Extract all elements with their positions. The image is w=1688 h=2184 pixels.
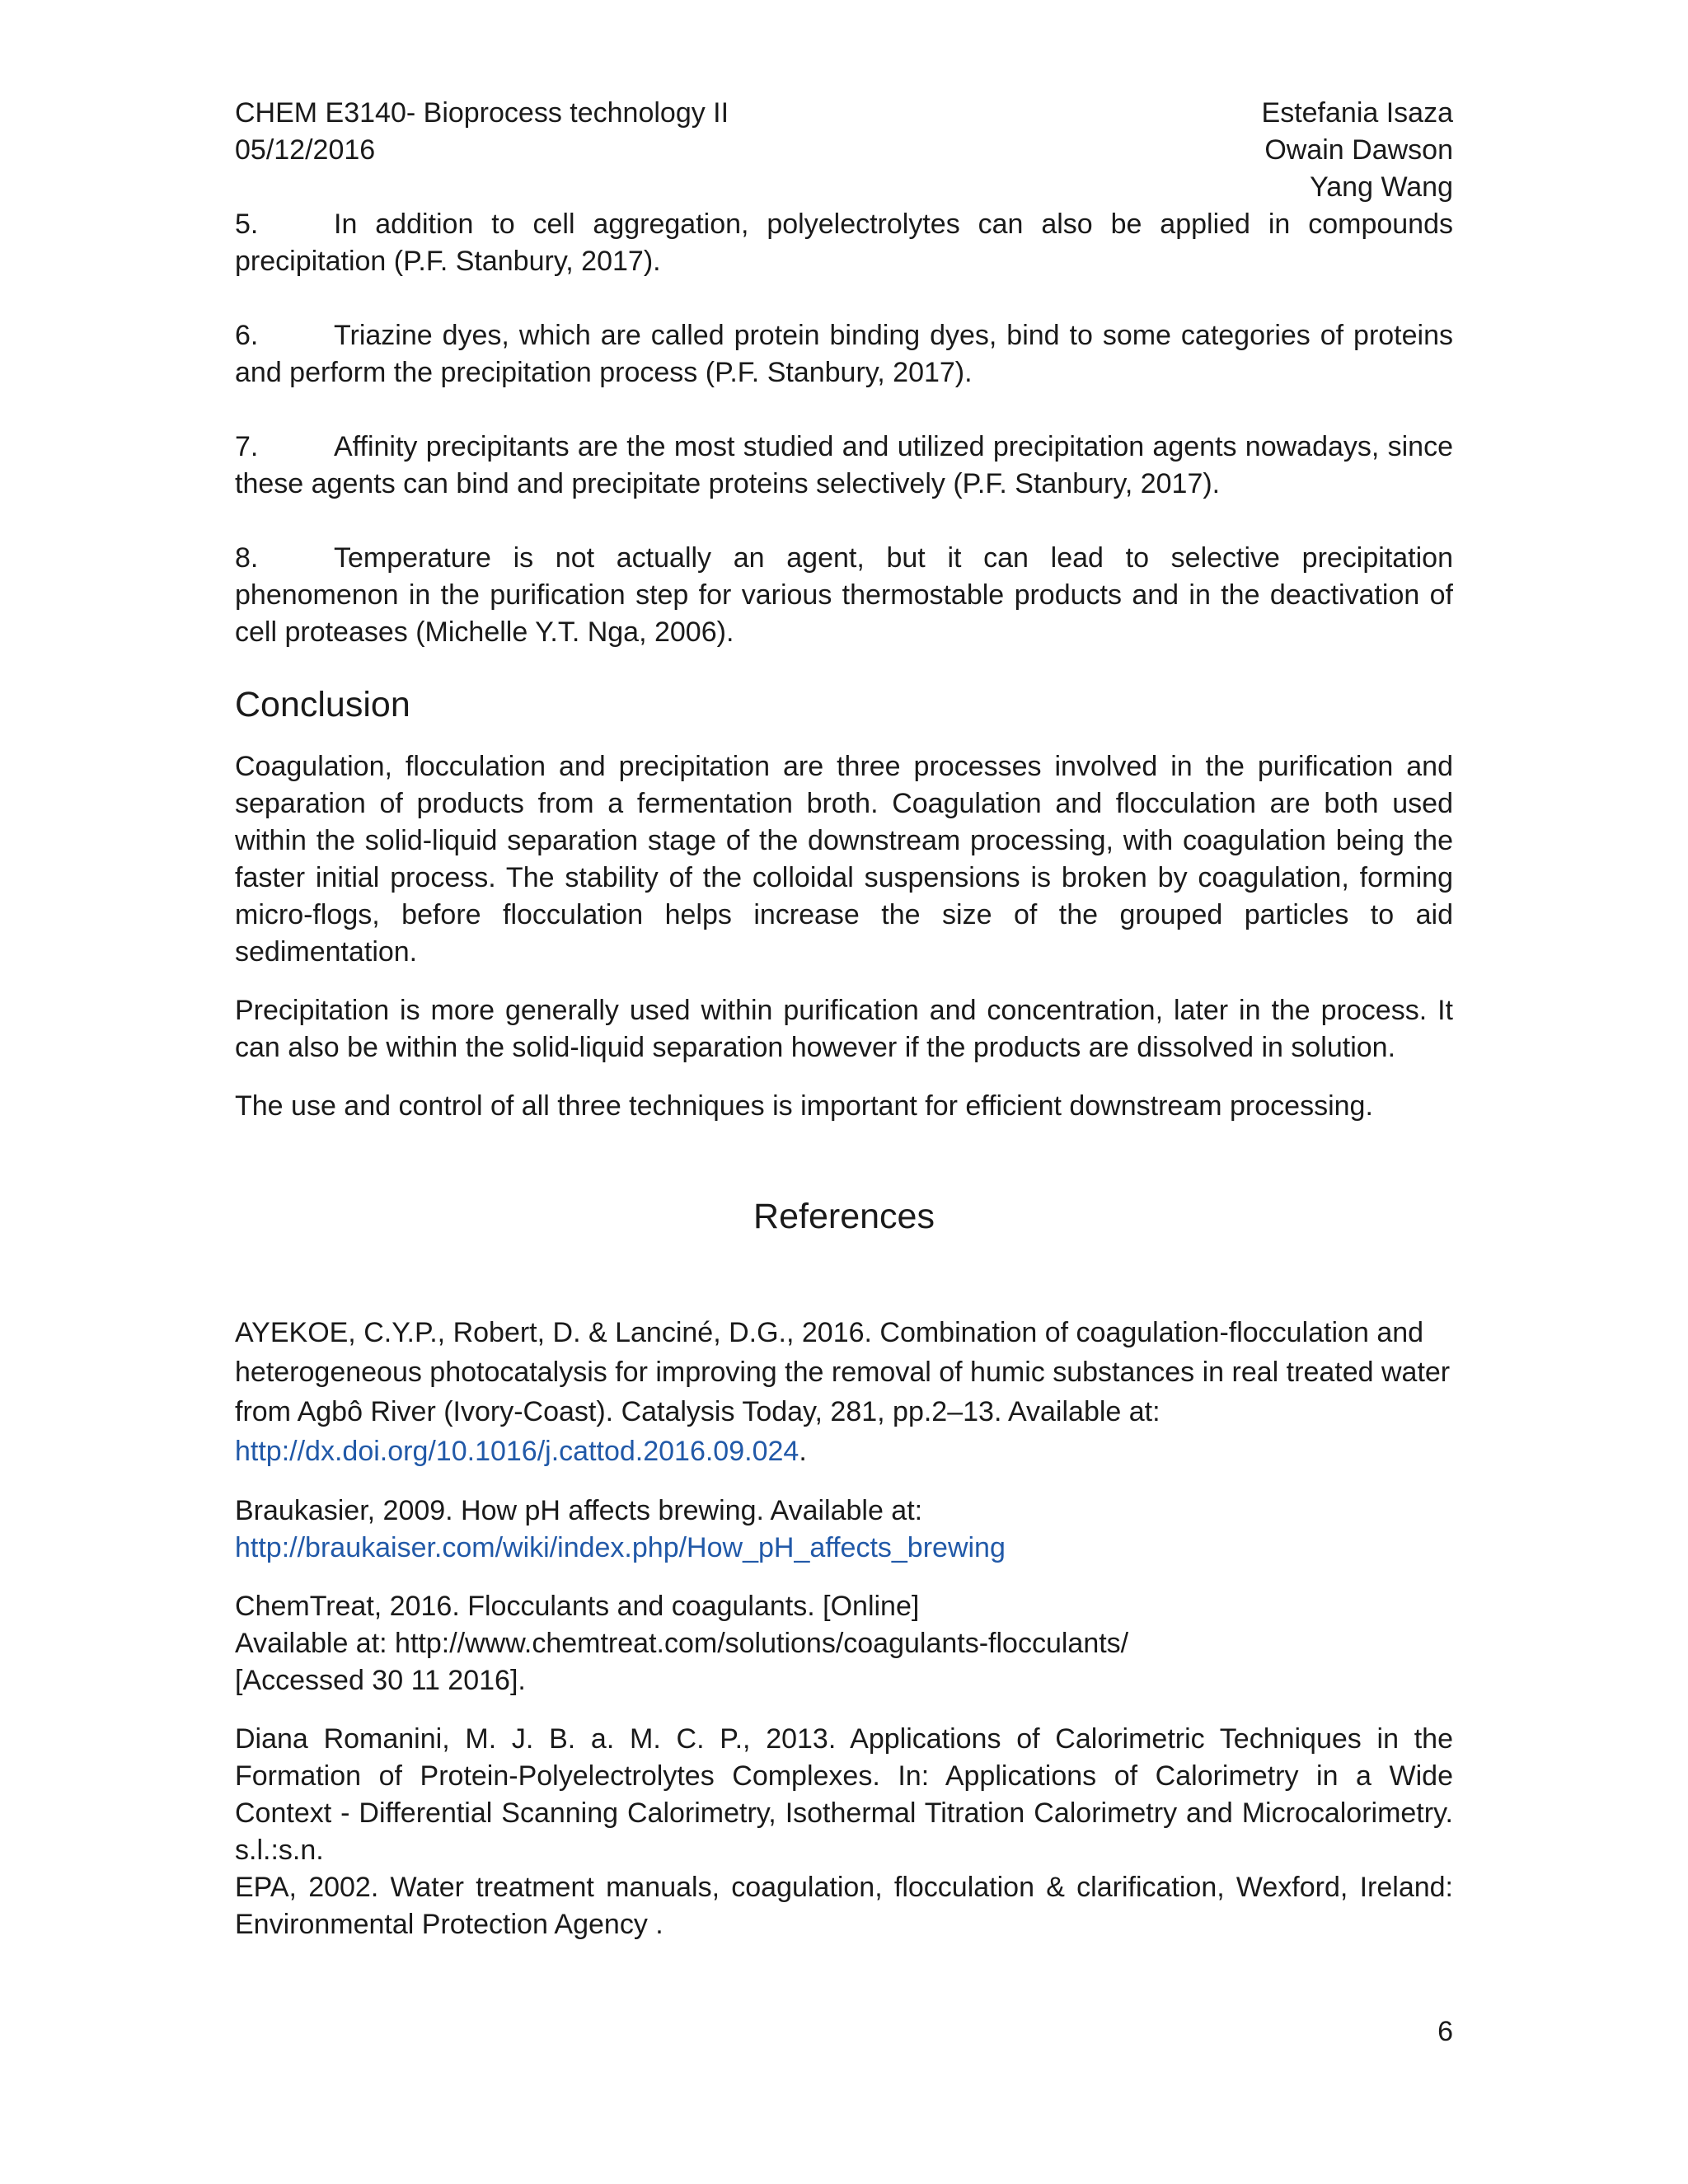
reference-text: [Accessed 30 11 2016]. xyxy=(235,1665,526,1696)
reference-entry: Diana Romanini, M. J. B. a. M. C. P., 2013. Applications of Calorimetric Techniques in the Formation of Protein-Polyelectrolytes Complexes. In: Applications of Calorimetry in a Wide Context - Differential Scanning Calorimetry, Isothermal Titration Calorimetry and Microcalorimetry. s.l.:s.n. xyxy=(235,1723,1453,1866)
reference-link[interactable]: http://braukaiser.com/wiki/index.php/How_pH_affects_brewing xyxy=(235,1532,1006,1563)
reference-entry xyxy=(235,1493,1453,1567)
page-content xyxy=(235,95,1453,1943)
reference-punctuation: . xyxy=(799,1436,807,1467)
conclusion-paragraph: Precipitation is more generally used within purification and concentration, later in the process. It can also be within the solid-liquid separation however if the products are dissolved in solution. xyxy=(235,995,1453,1063)
list-item-number: 8. xyxy=(235,542,259,574)
list-item-number: 6. xyxy=(235,320,259,351)
list-item-number: 7. xyxy=(235,431,259,462)
numbered-list xyxy=(235,206,1453,651)
reference-text: Available at: http://www.chemtreat.com/solutions/coagulants-flocculants/ xyxy=(235,1628,1129,1659)
reference-entry xyxy=(235,1588,1453,1699)
conclusion-heading: Conclusion xyxy=(235,685,410,724)
reference-text: Braukasier, 2009. How pH affects brewing. Available at: xyxy=(235,1495,923,1526)
page-header xyxy=(235,95,1453,206)
author-name: Owain Dawson xyxy=(1264,134,1453,166)
author-name: Estefania Isaza xyxy=(1261,97,1453,129)
reference-text: ChemTreat, 2016. Flocculants and coagulants. [Online] xyxy=(235,1591,920,1622)
reference-text: AYEKOE, C.Y.P., Robert, D. & Lanciné, D.G., 2016. Combination of coagulation-flocculation and heterogeneous photocatalysis for improving the removal of humic substances in real treated water from Agbô River (Ivory-Coast). Catalysis Today, 281, pp.2–13. Available at: xyxy=(235,1317,1451,1427)
list-item xyxy=(235,206,1453,280)
list-item xyxy=(235,540,1453,651)
list-item xyxy=(235,317,1453,391)
conclusion-paragraph: Coagulation, flocculation and precipitation are three processes involved in the purification and separation of products from a fermentation broth. Coagulation and flocculation are both used within the solid-liquid separation stage of the downstream processing, with coagulation being the faster initial process. The stability of the colloidal suspensions is broken by coagulation, forming micro-flogs, before flocculation helps increase the size of the grouped particles to aid sedimentation. xyxy=(235,751,1453,968)
author-name: Yang Wang xyxy=(1310,171,1453,203)
list-item-text: Triazine dyes, which are called protein binding dyes, bind to some categories of proteins and perform the precipitation process (P.F. Stanbury, 2017). xyxy=(235,320,1453,388)
list-item-text: In addition to cell aggregation, polyelectrolytes can also be applied in compounds precipitation (P.F. Stanbury, 2017). xyxy=(235,209,1453,277)
course-title: CHEM E3140- Bioprocess technology II xyxy=(235,97,729,129)
list-item-text: Temperature is not actually an agent, but it can lead to selective precipitation phenomenon in the purification step for various thermostable products and in the deactivation of cell proteases (Michelle Y.T. Nga, 2006). xyxy=(235,542,1453,648)
list-item-text: Affinity precipitants are the most studied and utilized precipitation agents nowadays, since these agents can bind and precipitate proteins selectively (P.F. Stanbury, 2017). xyxy=(235,431,1453,499)
references-list xyxy=(235,1313,1453,1943)
conclusion-section xyxy=(235,748,1453,1125)
reference-entry xyxy=(235,1313,1453,1471)
document-date: 05/12/2016 xyxy=(235,134,376,166)
page-number: 6 xyxy=(1437,2016,1453,2047)
conclusion-paragraph: The use and control of all three techniques is important for efficient downstream processing. xyxy=(235,1090,1373,1122)
list-item xyxy=(235,429,1453,503)
list-item-number: 5. xyxy=(235,209,259,240)
references-heading: References xyxy=(753,1197,935,1236)
header-authors xyxy=(1262,95,1453,206)
header-left xyxy=(235,95,729,206)
reference-entry: EPA, 2002. Water treatment manuals, coagulation, flocculation & clarification, Wexford, Ireland: Environmental Protection Agency . xyxy=(235,1872,1453,1940)
reference-link[interactable]: http://dx.doi.org/10.1016/j.cattod.2016.09.024 xyxy=(235,1436,799,1467)
